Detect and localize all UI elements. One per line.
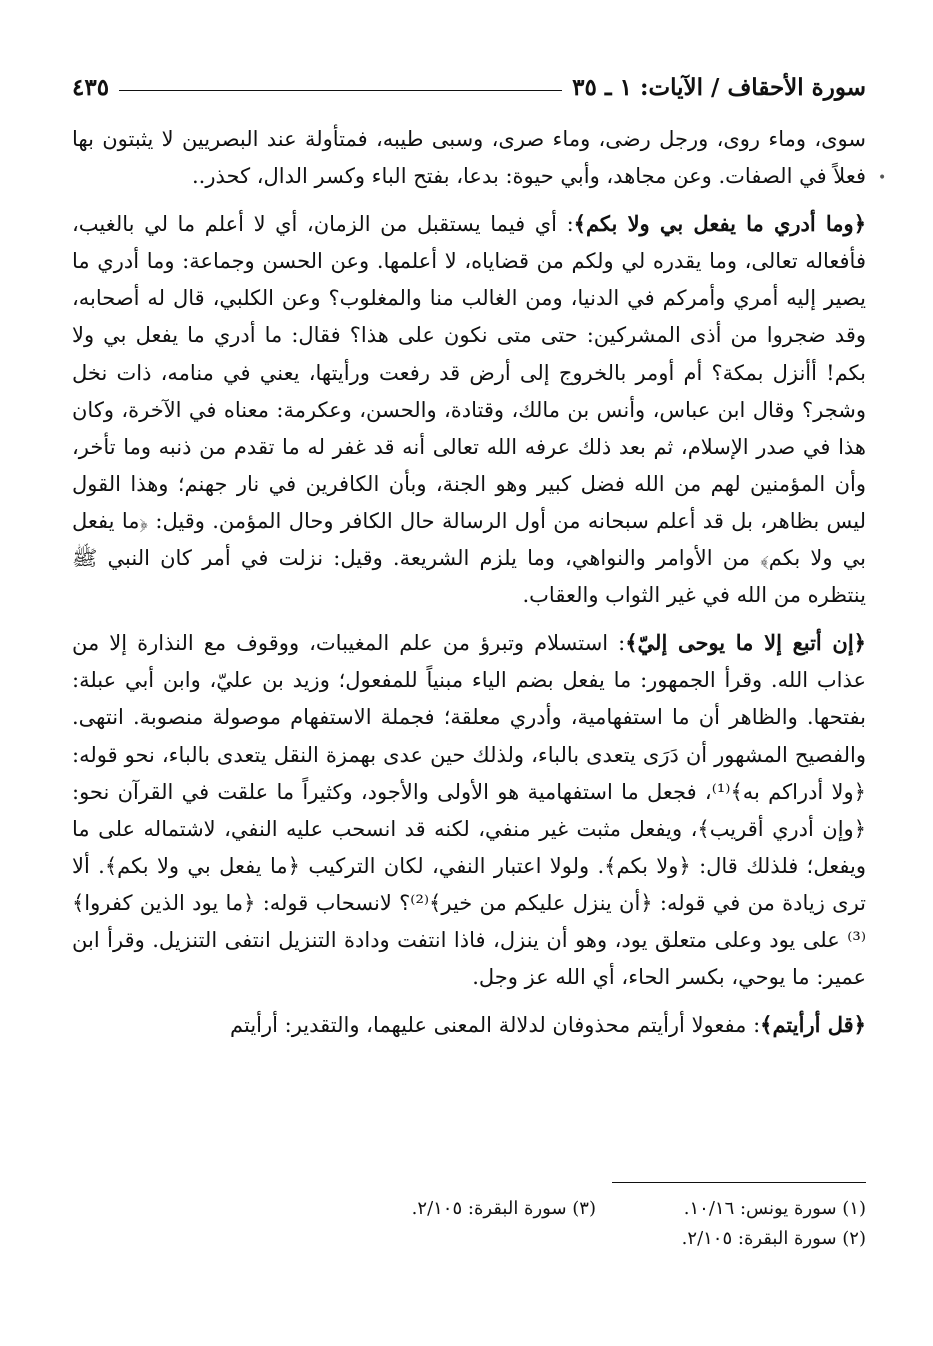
running-header (72, 70, 866, 104)
header-title: سورة الأحقاف / الآيات: ١ ـ ٣٥ (572, 73, 866, 101)
paragraph-1-text: سوى، وماء روى، ورجل رضى، وماء صرى، وسبى طيبه، فمتأولة عند البصريين لا يثبتون بها فعلاً في الصفات. وعن مجاهد، وأبي حيوة: بدعا، بفتح الباء وكسر الدال، كحذر.. (72, 127, 866, 189)
paragraph-2-lead: ﴿وما أدري ما يفعل بي ولا بكم﴾ (573, 211, 867, 237)
paragraph-1 (72, 120, 866, 195)
footnote-row-1 (72, 1194, 866, 1224)
footnote-row-2 (72, 1224, 866, 1254)
footnote-gap (596, 1194, 636, 1224)
header-rule (119, 90, 562, 91)
paragraph-2 (72, 205, 866, 614)
footnote-2: (٢) سورة البقرة: ٢/١٠٥. (681, 1228, 866, 1249)
paragraph-3-text: : استسلام وتبرؤ من علم المغيبات، ووقوف مع النذارة إلا من عذاب الله. وقرأ الجمهور: ما يفعل بضم الياء مبنياً للمفعول؛ وزيد بن عليّ، وابن أبي عبلة: بفتحها. والظاهر أن ما استفهامية، وأدري معلقة؛ فجملة الاستفهام موصولة منصوبة. انتهى. والفصيح المشهور أن دَرَى يتعدى بالباء، ولذلك حين عدى بهمزة النقل يتعدى بالباء، نحو قوله: ﴿ولا أدراكم به﴾⁽¹⁾، فجعل ما استفهامية هو الأولى والأجود، وكثيراً ما علقت في القرآن نحو: ﴿وإن أدري أقريب﴾، ويفعل مثبت غير منفي، لكنه قد انسحب عليه النفي، لاشتماله على ما ويفعل؛ فلذلك قال: ﴿ولا بكم﴾. ولولا اعتبار النفي، لكان التركيب ﴿ما يفعل بي ولا بكم﴾. ألا ترى زيادة من في قوله: ﴿أن ينزل عليكم من خير﴾⁽²⁾؟ لانسحاب قوله: ﴿ما يود الذين كفروا﴾⁽³⁾ على يود وعلى متعلق يود، وهو أن ينزل، فاذا انتفت ودادة التنزيل انتفى التنزيل. وقرأ ابن عمير: ما يوحي، بكسر الحاء، أي الله عز وجل. (72, 631, 866, 990)
paragraph-2-text: : أي فيما يستقبل من الزمان، أي لا أعلم ما لي بالغيب، فأفعاله تعالى، وما يقدره لي ولكم من قضاياه، لا أعلمها. وعن الحسن وجماعة: وما أدري ما يصير إليه أمري وأمركم في الدنيا، ومن الغالب منا والمغلوب؟ وعن الكلبي، قال له أصحابه، وقد ضجروا من أذى المشركين: حتى متى نكون على هذا؟ فقال: ما أدري ما يفعل بي ولا بكم! أأنزل بمكة؟ أم أومر بالخروج إلى أرض قد رفعت ورأيتها، يعني في منامه، ذات نخل وشجر؟ وقال ابن عباس، وأنس بن مالك، وقتادة، والحسن، وعكرمة: معناه في الآخرة، وكان هذا في صدر الإسلام، ثم بعد ذلك عرفه الله تعالى أنه قد غفر له ما تقدم من ذنبه وما تأخر، وأن المؤمنين لهم من الله فضل كبير وهو الجنة، وبأن الكافرين في نار جهنم؛ وهذا القول ليس بظاهر، بل قد أعلم سبحانه من أول الرسالة حال الكافر وحال المؤمن. وقيل: ﴿ما يفعل بي ولا بكم﴾ من الأوامر والنواهي، وما يلزم الشريعة. وقيل: نزلت في أمر كان النبي ﷺ ينتظره من الله في غير الثواب والعقاب. (72, 212, 866, 608)
footnotes (72, 1194, 866, 1254)
margin-mark: • (878, 170, 887, 186)
footnote-1: (١) سورة يونس: ١٠/١٦. (683, 1198, 866, 1219)
paragraph-4 (72, 1006, 866, 1044)
page-number: ٤٣٥ (72, 73, 110, 101)
paragraph-4-text: : مفعولا أرأيتم محذوفان لدلالة المعنى عليهما، والتقدير: أرأيتم (230, 1013, 761, 1038)
paragraph-4-lead: ﴿قل أرأيتم﴾ (760, 1012, 866, 1038)
footnote-rule (612, 1182, 866, 1183)
main-text (72, 120, 866, 1044)
footnote-3: (٣) سورة البقرة: ٢/١٠٥. (411, 1198, 596, 1219)
paragraph-3-lead: ﴿إن أتبع إلا ما يوحى إليّ﴾ (625, 630, 866, 656)
paragraph-3 (72, 624, 866, 996)
